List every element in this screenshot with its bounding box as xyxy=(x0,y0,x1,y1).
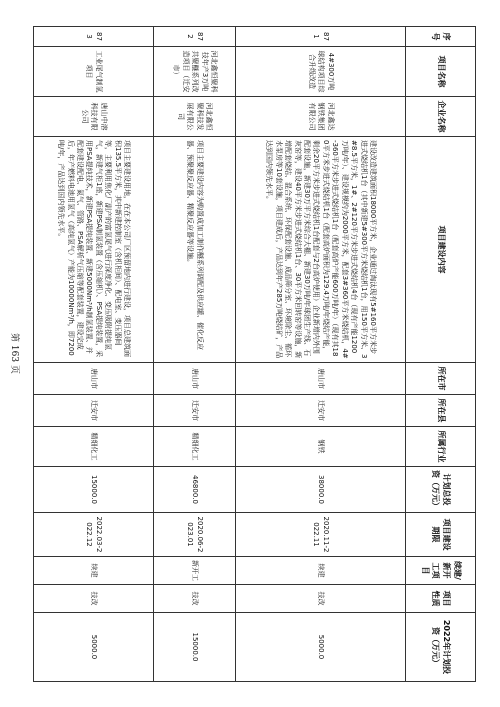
header-city: 所在市 xyxy=(406,363,476,395)
cell-invest2022: 5000.0 xyxy=(236,613,406,682)
cell-content: 项目主要建设用地，在在本公司厂区预留地内进行建设，项目总建筑面积135.5平方米，其中新建控制室（含机柜间）、配电室、变压器间等，主要利用焦化厂副产的富氢尾气进行深度净化、变压吸附提纯氢气，新建气柜1座，新建PSA制氢装置（含压缩机）、PSA提纯装置，采用PSA提纯技术，新建PSA提纯装置、新建5000Nm³/h制氢装置、并配套建设配电、氮气、管路、PSA解析气压缩等配套装置，建设完成后，年产燃料电池用氢气（高纯氢气）产能为10000Nm³/h，即7200吨/年，产品达到国内领先水平。 xyxy=(34,137,154,363)
cell-invest2022: 15000.0 xyxy=(154,613,236,682)
header-industry: 所属行业 xyxy=(406,427,476,467)
cell-name: 河北鑫恒聚科技年产3万吨共聚醚系列改造项目（迁安市） xyxy=(154,47,236,97)
cell-name: 4#300万吨球结构项目综合升级改造 xyxy=(236,47,406,97)
cell-content: 建设改造建筑面积18000平方米，企业通过淘汰现有5#160平方米步进式烧结机1台（其中新建5#300平方米烧结机1台，用150平方米、3#8.5平方米，1#、2#120平方米步进式烧结机4台（现有产能1200万吨/年）、建设规模约为2000平方米，配套3#360平方米烧结机，4#-360平方米步进式烧结机1台（配套高炉产能600万吨/年）（现有其180平方米步进式烧结机1台（配套高炉面积为129.4万吨/年烧结产能，剩余20平方米步进式烧结机1台配套与2台高炉使用）企业新增内外围配套设施，新建30万平方米综合大棚、新建30万吨/年球团生产线、石灰窑等，建设40平方米步进式烧结机1台、30平方米回转窑等设施，新增配套烧结、混合系统、环保配套设施、成品筛分室、环境除尘、循环水泵房等10套设施，项目建成后，产品达到年产285万吨烧结矿，产品达到国内领先水平。 xyxy=(236,137,406,363)
cell-investment: 15000.0 xyxy=(34,467,154,513)
cell-company: 河北鑫达钢铁集团有限公司 xyxy=(236,97,406,137)
cell-type: 新开工 xyxy=(154,557,236,585)
header-name: 项目名称 xyxy=(406,47,476,97)
cell-county: 迁安市 xyxy=(154,395,236,427)
cell-city: 唐山市 xyxy=(154,363,236,395)
cell-name: 工业尾气制氢项目 xyxy=(34,47,154,97)
page-number: 第 163 页 xyxy=(9,333,19,374)
project-table xyxy=(33,26,476,682)
header-county: 所在县 xyxy=(406,395,476,427)
cell-investment: 38000.0 xyxy=(236,467,406,513)
header-content: 项目建设内容 xyxy=(406,137,476,363)
cell-type: 续建 xyxy=(34,557,154,585)
header-period: 项目建设期限 xyxy=(406,513,476,557)
cell-property: 技改 xyxy=(154,585,236,613)
cell-company: 唐山中溶科技有限公司 xyxy=(34,97,154,137)
cell-period: 2020.06-2023.01 xyxy=(154,513,236,557)
header-no: 序号 xyxy=(406,27,476,47)
cell-industry: 精细化工 xyxy=(154,427,236,467)
cell-no: 871 xyxy=(236,27,406,47)
cell-investment: 46800.0 xyxy=(154,467,236,513)
cell-county: 迁安市 xyxy=(236,395,406,427)
cell-period: 2022.03-2022.12 xyxy=(34,513,154,557)
cell-county: 迁安市 xyxy=(34,395,154,427)
cell-property: 技改 xyxy=(236,585,406,613)
header-row xyxy=(406,27,476,682)
cell-property: 技改 xyxy=(34,585,154,613)
cell-no: 872 xyxy=(154,27,236,47)
cell-company: 河北鑫恒聚科技发展有限公司 xyxy=(154,97,236,137)
table-row xyxy=(34,27,154,682)
cell-industry: 精细化工 xyxy=(34,427,154,467)
cell-industry: 钢铁 xyxy=(236,427,406,467)
cell-city: 唐山市 xyxy=(236,363,406,395)
cell-invest2022: 5000.0 xyxy=(34,613,154,682)
cell-city: 唐山市 xyxy=(34,363,154,395)
cell-period: 2020.11-2022.11 xyxy=(236,513,406,557)
header-property: 项目性质 xyxy=(406,585,476,613)
header-company: 企业名称 xyxy=(406,97,476,137)
cell-type: 续建 xyxy=(236,557,406,585)
header-investment: 计划总投资（万元） xyxy=(406,467,476,513)
table-row xyxy=(236,27,406,682)
header-invest2022: 2022年计划投资（万元） xyxy=(406,613,476,682)
table-row xyxy=(154,27,236,682)
cell-no: 873 xyxy=(34,27,154,47)
cell-content: 项目主要建设内容为购置成加工制作醚系列调配及供应罐、催化反应器、预聚聚反应器、精聚反应器等设施。 xyxy=(154,137,236,363)
header-type: 续建/新开工项目 xyxy=(406,557,476,585)
